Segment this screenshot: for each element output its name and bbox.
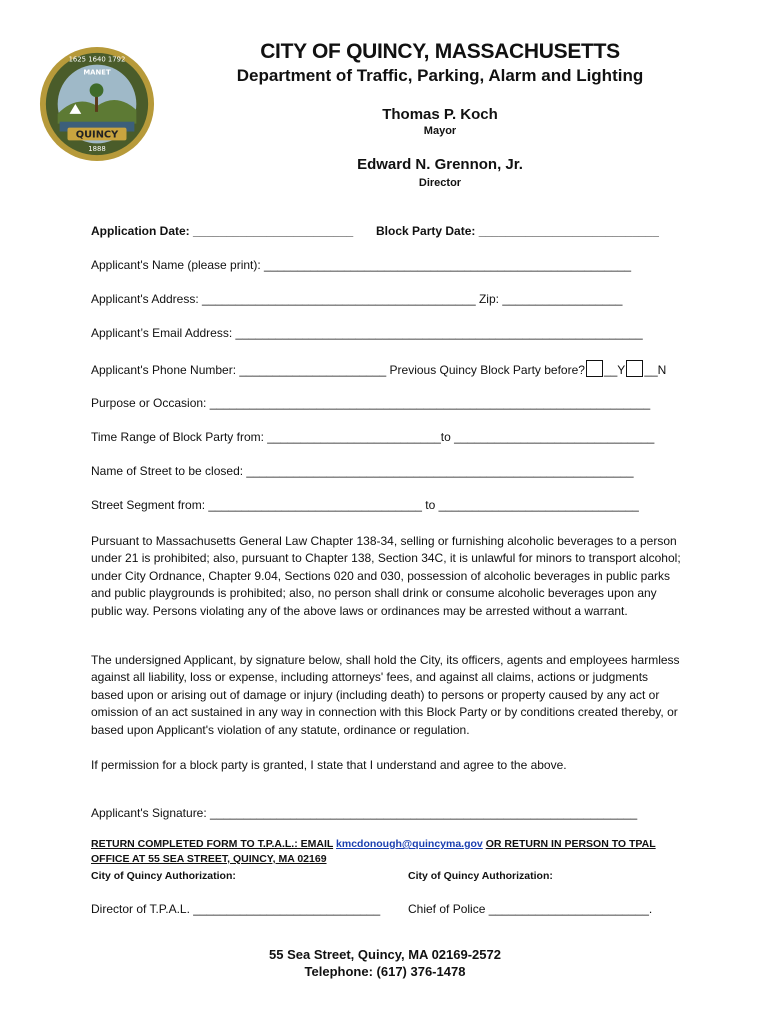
phone-row: [91, 360, 666, 377]
indemnity-paragraph: The undersigned Applicant, by signature below, shall hold the City, its officers, agents and employees harmless against all liability, loss or expense, including attorneys' fees, and against all claims, actions or judgments based upon or arising out of damage or injury (including death) to persons or property caused by any act or omission of an act sustained in any way in connection with this Block Party or by conditions created thereby, or based upon Applicant's violation of any statute, ordinance or regulation.: [91, 653, 680, 737]
department-title: Department of Traffic, Parking, Alarm and Lighting: [236, 66, 644, 85]
city-title: CITY OF QUINCY, MASSACHUSETTS: [260, 40, 620, 63]
seal-bottom-text: 1888: [88, 145, 106, 154]
no-label: __N: [644, 363, 667, 377]
yes-label: __Y: [603, 363, 626, 377]
police-chief-signature-field[interactable]: Chief of Police ________________________.: [408, 902, 653, 916]
footer-address: 55 Sea Street, Quincy, MA 02169-2572: [269, 947, 501, 962]
applicant-phone-field[interactable]: Applicant's Phone Number: ______________________ Previous Quincy Block Party before?: [91, 363, 585, 377]
director-name: Edward N. Grennon, Jr.: [357, 156, 523, 173]
applicant-email-field[interactable]: Applicant’s Email Address: _____________________________________________________________: [91, 326, 643, 340]
director-signature-field[interactable]: Director of T.P.A.L. ____________________________: [91, 902, 381, 916]
mayor-name: Thomas P. Koch: [382, 106, 498, 123]
applicant-address-field[interactable]: Applicant's Address: _________________________________________ Zip: __________________: [91, 292, 623, 306]
previous-party-no-checkbox[interactable]: [626, 360, 643, 377]
return-instructions: [91, 837, 691, 867]
agreement-paragraph: If permission for a block party is granted, I state that I understand and agree to the above.: [91, 758, 567, 772]
previous-party-yes-checkbox[interactable]: [586, 360, 603, 377]
alcohol-law-paragraph: Pursuant to Massachusetts General Law Chapter 138-34, selling or furnishing alcoholic beverages to a person under 21 is prohibited; also, pursuant to Chapter 138, Section 34C, it is unlawful for minors to transport alcohol; under City Ordnance, Chapter 9.04, Sections 020 and 030, possession of alcoholic beverages in public parks and public playgrounds is prohibited; also, no person shall drink or consume alcoholic beverages upon any public way. Persons violating any of the above laws or ordinances may be arrested without a warrant.: [91, 534, 681, 618]
seal-center-text: MANET: [83, 68, 111, 77]
applicant-signature-field[interactable]: Applicant's Signature: ________________________________________________________________: [91, 806, 638, 820]
street-name-field[interactable]: Name of Street to be closed: __________________________________________________________: [91, 464, 634, 478]
tpal-email-link[interactable]: kmcdonough@quincyma.gov: [336, 838, 483, 850]
footer-phone: Telephone: (617) 376-1478: [304, 964, 466, 979]
seal-top-text: 1625 1640 1792: [68, 55, 126, 64]
right-authorization-label: City of Quincy Authorization:: [408, 870, 553, 882]
street-segment-field[interactable]: Street Segment from: ________________________________ to ______________________________: [91, 498, 639, 512]
mayor-title: Mayor: [423, 125, 457, 137]
return-suffix: OR RETURN IN PERSON TO TPAL: [485, 838, 656, 850]
seal-banner-text: QUINCY: [75, 129, 119, 141]
return-address: OFFICE AT 55 SEA STREET, QUINCY, MA 02169: [91, 853, 327, 865]
left-authorization-label: City of Quincy Authorization:: [91, 870, 236, 882]
purpose-field[interactable]: Purpose or Occasion: __________________________________________________________________: [91, 396, 651, 410]
time-range-field[interactable]: Time Range of Block Party from: __________________________to ______________________________: [91, 430, 655, 444]
block-party-date-field[interactable]: Block Party Date: ___________________________: [376, 224, 659, 238]
applicant-name-field[interactable]: Applicant's Name (please print): _______________________________________________________: [91, 258, 632, 272]
return-prefix: RETURN COMPLETED FORM TO T.P.A.L.: EMAIL: [91, 838, 334, 850]
application-date-field[interactable]: Application Date: ________________________: [91, 224, 354, 238]
director-title: Director: [418, 177, 462, 189]
